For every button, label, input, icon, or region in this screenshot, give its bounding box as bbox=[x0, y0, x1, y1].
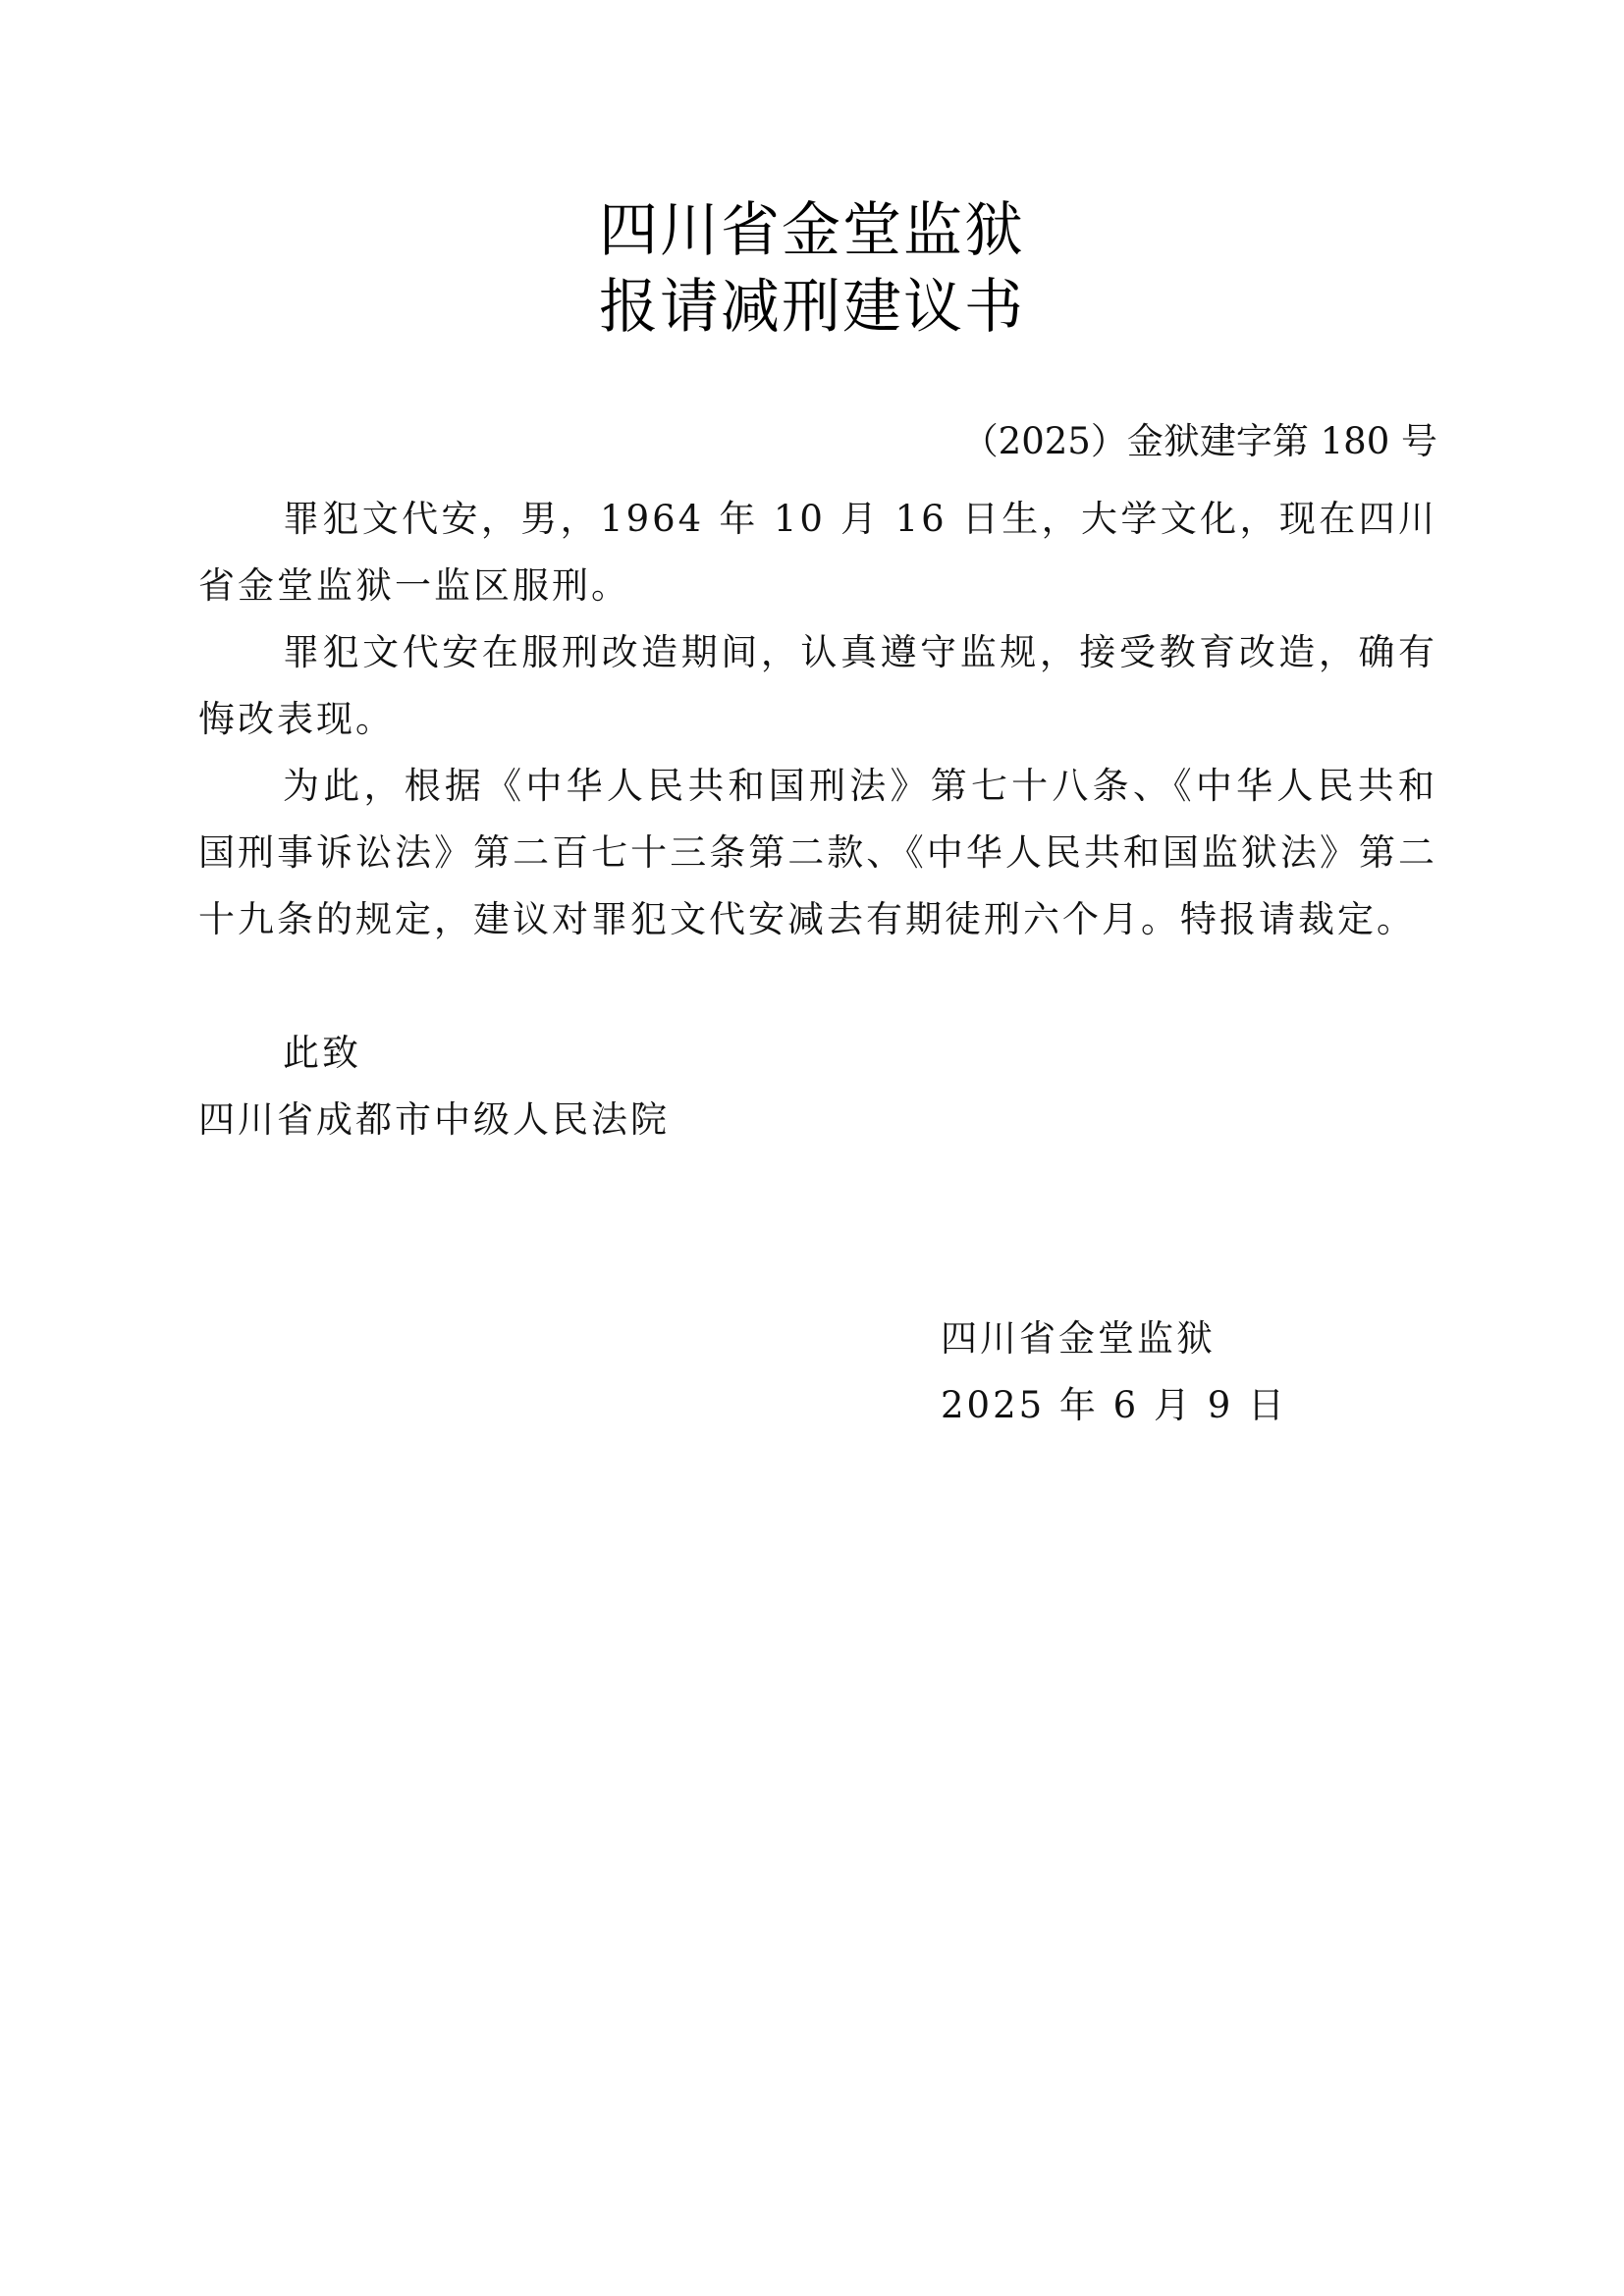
document-title-line-1: 四川省金堂监狱 bbox=[599, 196, 1025, 265]
signature-date: 2025 年 6 月 9 日 bbox=[941, 1384, 1288, 1426]
addressee: 四川省成都市中级人民法院 bbox=[198, 1098, 670, 1141]
document-title-line-2: 报请减刑建议书 bbox=[599, 273, 1025, 342]
signature-organization: 四川省金堂监狱 bbox=[941, 1317, 1216, 1360]
paragraph-behavior: 罪犯文代安在服刑改造期间，认真遵守监规，接受教育改造，确有悔改表现。 bbox=[198, 631, 1437, 740]
document-number: （2025）金狱建字第 180 号 bbox=[961, 420, 1437, 462]
paragraph-prisoner-info: 罪犯文代安，男，1964 年 10 月 16 日生，大学文化，现在四川省金堂监狱一监区服刑。 bbox=[198, 498, 1437, 607]
salutation: 此致 bbox=[283, 1032, 361, 1074]
paragraph-recommendation: 为此，根据《中华人民共和国刑法》第七十八条、《中华人民共和国刑事诉讼法》第二百七十三条第二款、《中华人民共和国监狱法》第二十九条的规定，建议对罪犯文代安减去有期徒刑六个月。特报请裁定。 bbox=[198, 765, 1437, 940]
